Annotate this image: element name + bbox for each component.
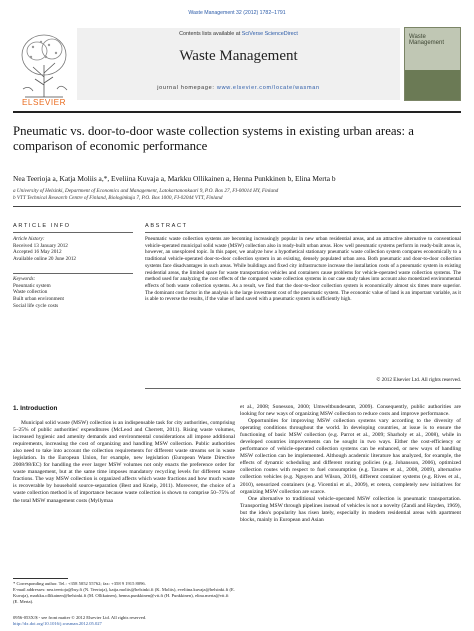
cover-title: Waste Management <box>409 34 445 46</box>
journal-banner <box>13 27 461 108</box>
journal-title: Waste Management <box>179 48 298 64</box>
journal-reference[interactable]: Waste Management 32 (2012) 1782–1791 <box>188 10 286 16</box>
section-heading-introduction: 1. Introduction <box>13 405 58 412</box>
body-paragraph: One alternative to traditional vehicle-operated MSW collection is pneumatic transportation. Transporting MSW through pipelines instead of vehicles is not a novelty (Zandi and Hayden, 1969), but the idea's popularity has risen lately, especially in modern residential areas with apartment blocks, mainly in European and Asian <box>240 495 461 523</box>
keywords-block <box>13 276 133 310</box>
history-rule <box>13 273 133 274</box>
keyword-item: Waste collection <box>13 289 48 296</box>
received-date: Received 13 January 2012 <box>13 242 68 249</box>
homepage-prefix: journal homepage: <box>157 85 215 91</box>
continued-paragraph: et al., 2008; Sonesson, 2000; Umweltbundesamt, 2009). Consequently, public authorities are looking for new ways of organizing MSW collection to reduce costs and improve performance. <box>240 404 461 418</box>
footnote-rule <box>13 578 68 579</box>
contents-line <box>77 31 400 37</box>
doi-link[interactable]: http://dx.doi.org/10.1016/j.wasman.2012.05.027 <box>13 621 102 626</box>
paper-title: Pneumatic vs. door-to-door waste collection systems in existing urban areas: a comparison of economic performance <box>13 124 414 153</box>
author-list[interactable]: Nea Teerioja a, Katja Moliis a,*, Eveliina Kuvaja a, Markku Ollikainen a, Henna Punkkinen b, Elina Merta b <box>13 174 336 183</box>
body-paragraph: Opportunities for improving MSW collection systems vary according to the diversity of operating conditions throughout the world. In developing countries, at issue is to ensure the functioning of basic MSW collection (e.g. Parrot et al., 2009; Sharholy et al., 2008), while in developed countries improvements can be sought in two ways. Either the cost-efficiency or performance of vehicle-operated collection systems can be enhanced, or new ways of handling MSW collection can be implemented. Although academic literature has analyzed, for example, the effects of dynamic scheduling and different routing policies (e.g. Johansson, 2006), optimized collection routes with respect to fuel consumption (e.g. Tavares et al., 2008, 2009), alternative collection vehicles (e.g. Nguyen and Wilson, 2010), different container systems (e.g. Rives et al., 2010), sensorized containers (e.g. Vicentini et al., 2009), et cetera, completely new initiatives for organizing MSW collection are scarce. <box>240 418 461 495</box>
abstract-copyright: © 2012 Elsevier Ltd. All rights reserved. <box>376 377 461 383</box>
intro-paragraph: Municipal solid waste (MSW) collection is an indispensable task for city authorities, comprising 5–25% of public authorities' expenditures (McLeod and Cherrett, 2011). Rising waste volumes, increased hygienic and amenity demands and environmental considerations all impose additional requirements, increasing the cost of organizing and handling MSW collection. Public authorities also need to take into account the collection requirements for different waste streams set in waste legislation. In the European Union, for example, new legislation (European Waste Directive 2008/98/EC) for handling the ever larger MSW volumes not only enacts the preference order for waste management, but at the same time imposes mandatory recycling levels for different waste fractions. The way MSW collection is organized affects which waste fractions and how much waste is recoverable by household source-separation (Best and Kneip, 2011). Moreover, the choice of a waste collection method is of importance because waste collection is shown to comprise 50–75% of the total MSW management costs (Myllymaa <box>13 420 235 504</box>
article-history <box>13 236 133 263</box>
history-label: Article history: <box>13 236 45 242</box>
sciverse-link[interactable]: SciVerse ScienceDirect <box>241 31 298 37</box>
cover-band <box>405 70 460 100</box>
article-info-rule <box>13 232 133 233</box>
elsevier-tree-logo <box>13 27 75 101</box>
homepage-line <box>77 85 400 91</box>
keyword-item: Social life cycle costs <box>13 302 59 309</box>
abstract-heading: ABSTRACT <box>145 223 188 229</box>
keyword-item: Pneumatic system <box>13 282 51 289</box>
footnote-block <box>13 581 235 605</box>
abstract-rule <box>145 232 461 233</box>
affiliation-rule <box>13 206 461 207</box>
header-rule <box>13 111 461 113</box>
online-date: Available online 20 June 2012 <box>13 256 77 263</box>
corresponding-author-note: * Corresponding author. Tel.: +358 5052 55762; fax: +358 9 1915 8096. <box>13 581 146 586</box>
keywords-label: Keywords: <box>13 276 36 282</box>
issn-line: 0956-053X/$ - see front matter © 2012 Elsevier Ltd. All rights reserved. <box>13 615 147 620</box>
keyword-item: Built urban environment <box>13 296 65 303</box>
article-info-heading: ARTICLE INFO <box>13 223 71 229</box>
accepted-date: Accepted 16 May 2012 <box>13 249 62 256</box>
issn-block <box>13 615 235 627</box>
affiliation-a: a University of Helsinki, Department of Economics and Management, Latokartanonkaari 9, P.O. Box 27, FI-00014 HY, Finland <box>13 188 279 194</box>
abstract-text: Pneumatic waste collection systems are becoming increasingly popular in new urban residential areas, and an attractive alternative to conventional vehicle-operated municipal solid waste (MSW) collection also in ready-built urban areas. How well pneumatic systems perform in ready-built areas is, however, an unexplored topic. In this paper, we analyze how a hypothetical stationary pneumatic waste collection system compares economically to a traditional vehicle-operated door-to-door collection system in an existing, densely populated urban area. Both pneumatic and door-to-door collection systems face disadvantages in such areas. While buildings and fixed city infrastructure increase the installation costs of a pneumatic system in existing residential areas, the limited space for waste transportation vehicles and containers cause problems for vehicle-operated waste collection systems. The method used for analyzing the cost effects of the compared waste collection systems in our case study takes into account also monetized environmental effects of both waste collection systems. As a result, we find that the door-to-door collection system is economically almost six times more superior. The dominant cost factor in the analysis is the large investment cost of the pneumatic system. The economic value of land is an important variable, as it is able to reverse the results, if the value of land saved with a pneumatic system is sufficiently high. <box>145 236 461 303</box>
right-column-text <box>240 404 461 524</box>
masthead-box <box>77 28 400 100</box>
email-addresses[interactable]: E-mail addresses: nea.teerioja@hsy.fi (N. Teerioja), katja.moliis@helsinki.fi (K. Moliis), eveliina.kuvaja@helsinki.fi (E. Kuvaja), markku.ollikainen@helsinki.fi (M. Ollikainen), henna.punkkinen@vtt.fi (H. Punkkinen), elina.merta@vtt.fi (E. Merta). <box>13 587 235 604</box>
affiliation-b: b VTT Technical Research Centre of Finland, Biologinkuja 7, P.O. Box 1000, FI-02044 VTT, Finland <box>13 195 223 201</box>
publisher-name: ELSEVIER <box>21 98 67 107</box>
abstract-bottom-rule <box>145 388 461 389</box>
contents-prefix: Contents lists available at <box>179 31 241 37</box>
journal-cover-thumbnail <box>404 27 461 101</box>
homepage-link[interactable]: www.elsevier.com/locate/wasman <box>216 85 320 91</box>
